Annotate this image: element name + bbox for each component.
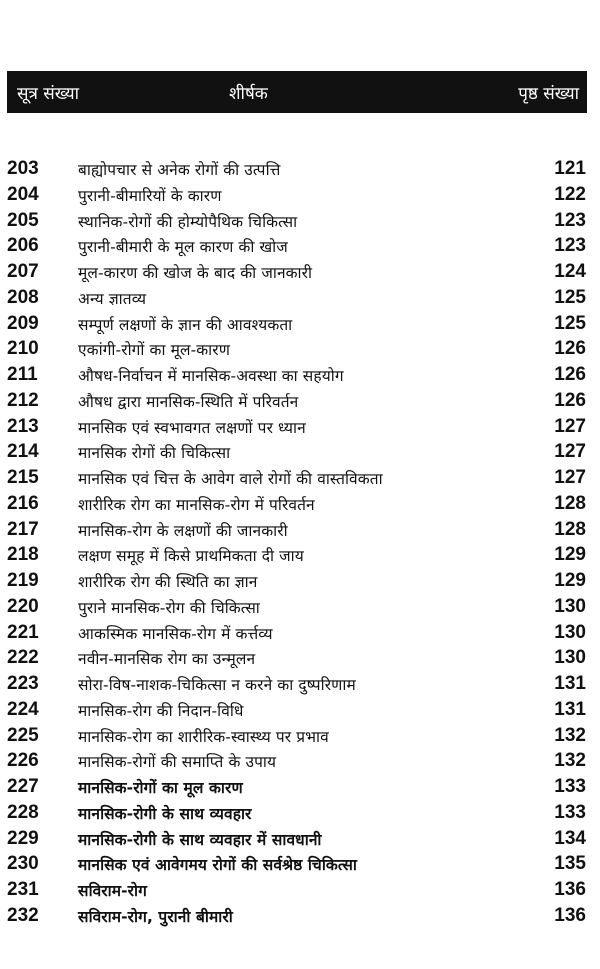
table-row [0, 723, 600, 749]
entry-title: बाह्योपचार से अनेक रोगों की उत्पत्ति [78, 161, 281, 179]
table-row [0, 362, 600, 388]
entry-number: 222 [7, 647, 39, 669]
entry-title: सोरा-विष-नाशक-चिकित्सा न करने का दुष्परिणाम [78, 676, 356, 694]
entry-number: 230 [7, 853, 39, 875]
entry-number: 216 [7, 492, 39, 514]
entry-page: 123 [554, 235, 586, 257]
entry-page: 132 [554, 750, 586, 772]
entry-number: 210 [7, 338, 39, 360]
entry-title: शारीरिक रोग की स्थिति का ज्ञान [78, 573, 258, 591]
entry-title: पुराने मानसिक-रोग की चिकित्सा [78, 598, 260, 617]
contents-list [0, 156, 600, 929]
table-row [0, 542, 600, 568]
table-row [0, 285, 600, 311]
entry-number: 203 [7, 158, 39, 179]
entry-page: 125 [554, 312, 586, 334]
entry-page: 130 [554, 595, 586, 617]
table-row [0, 620, 600, 646]
entry-title: पुरानी-बीमारी के मूल कारण की खोज [78, 238, 288, 257]
entry-page: 127 [554, 415, 586, 437]
entry-title: मानसिक-रोगों का मूल कारण [78, 779, 243, 797]
entry-number: 214 [7, 441, 39, 463]
entry-page: 134 [554, 827, 586, 849]
entry-page: 129 [554, 570, 586, 591]
entry-title: शारीरिक रोग का मानसिक-रोग में परिवर्तन [78, 495, 315, 514]
entry-title: मानसिक-रोग के लक्षणों की जानकारी [78, 521, 288, 540]
table-row [0, 877, 600, 903]
entry-number: 207 [7, 261, 39, 282]
column-header-number: सूत्र संख्या [17, 84, 79, 104]
table-row [0, 645, 600, 671]
table-row [0, 491, 600, 517]
entry-title: मानसिक-रोगों की समाप्ति के उपाय [78, 753, 277, 772]
entry-page: 127 [554, 467, 586, 488]
entry-number: 229 [7, 827, 39, 849]
entry-title: सविराम-रोग, पुरानी बीमारी [78, 907, 233, 926]
entry-title: मानसिक एवं स्वभावगत लक्षणों पर ध्यान [78, 418, 306, 437]
entry-page: 133 [554, 801, 586, 823]
table-row [0, 465, 600, 491]
table-row [0, 800, 600, 826]
entry-number: 226 [7, 750, 39, 772]
entry-title: नवीन-मानसिक रोग का उन्मूलन [78, 650, 256, 669]
entry-number: 217 [7, 518, 39, 540]
entry-title: मानसिक एवं आवेगमय रोगों की सर्वश्रेष्ठ चिकित्सा [78, 856, 358, 875]
table-row [0, 851, 600, 877]
entry-title: सविराम-रोग [78, 882, 147, 900]
table-row [0, 336, 600, 362]
entry-number: 223 [7, 673, 39, 694]
table-row [0, 697, 600, 723]
entry-page: 125 [554, 286, 586, 308]
entry-number: 208 [7, 286, 39, 308]
table-row [0, 414, 600, 440]
entry-title: लक्षण समूह में किसे प्राथमिकता दी जाय [78, 547, 304, 566]
entry-title: स्थानिक-रोगों की होम्योपैथिक चिकित्सा [78, 212, 298, 231]
table-row [0, 594, 600, 620]
entry-title: मानसिक-रोग का शारीरिक-स्वास्थ्य पर प्रभाव [78, 727, 329, 746]
entry-page: 131 [554, 673, 586, 694]
entry-page: 126 [554, 389, 586, 411]
entry-title: मानसिक-रोग की निदान-विधि [78, 701, 244, 720]
entry-number: 231 [7, 879, 39, 900]
entry-number: 221 [7, 621, 39, 643]
entry-number: 215 [7, 467, 39, 488]
table-row [0, 748, 600, 774]
table-row [0, 156, 600, 182]
entry-title: अन्य ज्ञातव्य [78, 289, 147, 308]
entry-page: 129 [554, 544, 586, 566]
table-row [0, 388, 600, 414]
entry-number: 204 [7, 183, 39, 205]
table-row [0, 517, 600, 543]
entry-number: 225 [7, 724, 39, 746]
entry-number: 211 [7, 364, 38, 385]
entry-number: 228 [7, 801, 39, 823]
table-row [0, 311, 600, 337]
entry-page: 124 [554, 261, 586, 282]
entry-title: मानसिक-रोगी के साथ व्यवहार में सावधानी [78, 830, 322, 849]
entry-page: 136 [554, 904, 586, 926]
table-row [0, 568, 600, 594]
entry-number: 232 [7, 904, 39, 926]
entry-title: आकस्मिक मानसिक-रोग में कर्त्तव्य [78, 624, 273, 643]
table-row [0, 182, 600, 208]
entry-number: 220 [7, 595, 39, 617]
entry-page: 131 [554, 698, 586, 720]
table-row [0, 671, 600, 697]
table-row [0, 233, 600, 259]
entry-page: 123 [554, 209, 586, 231]
entry-number: 219 [7, 570, 39, 591]
entry-title: पुरानी-बीमारियों के कारण [78, 186, 222, 205]
entry-title: मानसिक एवं चित्त के आवेग वाले रोगों की वास्तविकता [78, 470, 383, 488]
entry-page: 122 [554, 183, 586, 205]
entry-title: सम्पूर्ण लक्षणों के ज्ञान की आवश्यकता [78, 315, 293, 334]
entry-page: 128 [554, 492, 586, 514]
entry-title: औषध द्वारा मानसिक-स्थिति में परिवर्तन [78, 392, 299, 411]
entry-page: 130 [554, 621, 586, 643]
table-row [0, 903, 600, 929]
entry-number: 213 [7, 415, 39, 437]
entry-number: 224 [7, 698, 39, 720]
entry-page: 121 [554, 158, 586, 179]
table-row [0, 826, 600, 852]
entry-page: 128 [554, 518, 586, 540]
column-header-title: शीर्षक [229, 84, 268, 104]
entry-page: 126 [554, 364, 586, 385]
entry-title: मानसिक-रोगी के साथ व्यवहार [78, 804, 252, 823]
entry-page: 127 [554, 441, 586, 463]
entry-title: मानसिक रोगों की चिकित्सा [78, 444, 231, 463]
table-row [0, 439, 600, 465]
table-row [0, 259, 600, 285]
entry-page: 130 [554, 647, 586, 669]
entry-number: 206 [7, 235, 39, 257]
entry-number: 209 [7, 312, 39, 334]
entry-title: मूल-कारण की खोज के बाद की जानकारी [78, 264, 313, 282]
entry-number: 218 [7, 544, 39, 566]
entry-page: 132 [554, 724, 586, 746]
entry-page: 133 [554, 776, 586, 797]
entry-title: औषध-निर्वाचन में मानसिक-अवस्था का सहयोग [78, 367, 344, 385]
table-row [0, 208, 600, 234]
table-header [7, 71, 587, 113]
entry-page: 126 [554, 338, 586, 360]
entry-number: 205 [7, 209, 39, 231]
table-row [0, 774, 600, 800]
column-header-page: पृष्ठ संख्या [518, 84, 579, 104]
entry-number: 212 [7, 389, 39, 411]
entry-page: 136 [554, 879, 586, 900]
entry-number: 227 [7, 776, 39, 797]
entry-title: एकांगी-रोगों का मूल-कारण [78, 341, 231, 360]
entry-page: 135 [554, 853, 586, 875]
